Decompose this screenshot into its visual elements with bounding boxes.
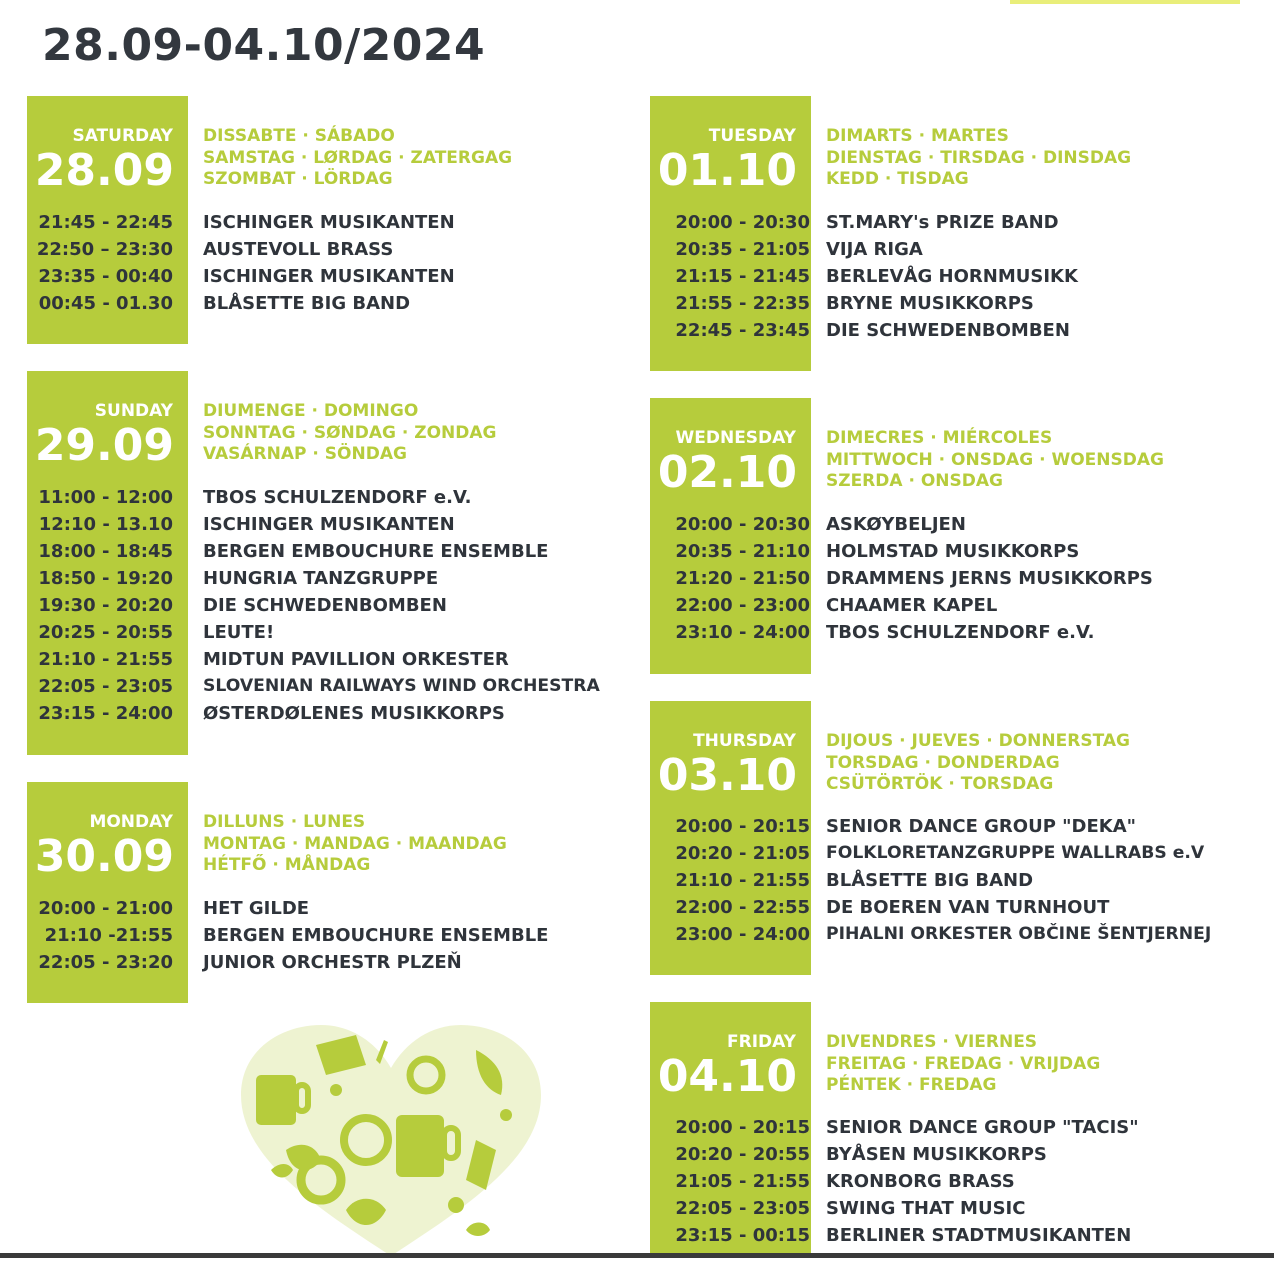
schedule-row bbox=[27, 700, 667, 727]
schedule-row bbox=[650, 619, 1270, 646]
slot-act: ASKØYBELJEN bbox=[826, 514, 966, 535]
slot-time: 23:10 - 24:00 bbox=[675, 622, 810, 643]
schedule-row bbox=[650, 236, 1270, 263]
schedule-row bbox=[650, 592, 1270, 619]
day-date: 30.09 bbox=[34, 831, 174, 882]
translation-line: PÉNTEK · FREDAG bbox=[826, 1075, 997, 1095]
schedule-row bbox=[650, 1114, 1270, 1141]
slot-time: 23:35 - 00:40 bbox=[38, 266, 173, 287]
slot-act: MIDTUN PAVILLION ORKESTER bbox=[203, 649, 509, 670]
slot-time: 20:00 - 20:30 bbox=[675, 514, 810, 535]
slot-time: 18:50 - 19:20 bbox=[38, 568, 173, 589]
schedule-row bbox=[27, 592, 667, 619]
schedule-row bbox=[650, 1168, 1270, 1195]
schedule-row bbox=[27, 673, 667, 700]
slot-act: HOLMSTAD MUSIKKORPS bbox=[826, 541, 1080, 562]
slot-time: 20:25 - 20:55 bbox=[38, 622, 173, 643]
schedule-row bbox=[650, 921, 1270, 948]
schedule-row bbox=[27, 538, 667, 565]
translation-line: DIUMENGE · DOMINGO bbox=[203, 401, 419, 421]
slot-act: HET GILDE bbox=[203, 898, 310, 919]
schedule-row bbox=[27, 236, 667, 263]
day-translations bbox=[203, 401, 497, 466]
slot-act: SWING THAT MUSIC bbox=[826, 1198, 1026, 1219]
slot-act: ISCHINGER MUSIKANTEN bbox=[203, 266, 455, 287]
slot-time: 21:10 - 21:55 bbox=[38, 649, 173, 670]
translation-line: MITTWOCH · ONSDAG · WOENSDAG bbox=[826, 449, 1164, 470]
page-title: 28.09-04.10/2024 bbox=[42, 20, 486, 71]
schedule-row bbox=[650, 565, 1270, 592]
slot-act: CHAAMER KAPEL bbox=[826, 595, 998, 616]
slot-time: 20:00 - 20:15 bbox=[675, 816, 810, 837]
schedule-row bbox=[650, 813, 1270, 840]
slot-act: TBOS SCHULZENDORF e.V. bbox=[203, 487, 472, 508]
slot-time: 20:35 - 21:05 bbox=[675, 239, 810, 260]
schedule-row bbox=[650, 317, 1270, 344]
translation-line: DISSABTE · SÁBADO bbox=[203, 126, 395, 146]
schedule-row bbox=[650, 840, 1270, 867]
slot-act: ISCHINGER MUSIKANTEN bbox=[203, 514, 455, 535]
day-date: 03.10 bbox=[657, 750, 797, 801]
day-date: 04.10 bbox=[657, 1051, 797, 1102]
slot-time: 20:35 - 21:10 bbox=[675, 541, 810, 562]
translation-line: SZERDA · ONSDAG bbox=[826, 471, 1003, 491]
schedule-row bbox=[27, 209, 667, 236]
translation-line: SONNTAG · SØNDAG · ZONDAG bbox=[203, 422, 497, 443]
translation-line: DILLUNS · LUNES bbox=[203, 812, 366, 832]
slot-act: SLOVENIAN RAILWAYS WIND ORCHESTRA bbox=[203, 676, 600, 696]
translation-line: MONTAG · MANDAG · MAANDAG bbox=[203, 833, 507, 854]
translation-line: DIMARTS · MARTES bbox=[826, 126, 1009, 146]
schedule-row bbox=[650, 538, 1270, 565]
slot-time: 21:05 - 21:55 bbox=[675, 1171, 810, 1192]
slot-time: 22:50 – 23:30 bbox=[36, 239, 173, 260]
slot-time: 22:05 - 23:20 bbox=[38, 952, 173, 973]
schedule-row bbox=[650, 263, 1270, 290]
schedule-row bbox=[650, 867, 1270, 894]
translation-line: DIJOUS · JUEVES · DONNERSTAG bbox=[826, 731, 1130, 751]
day-name: FRIDAY bbox=[727, 1032, 796, 1052]
slot-time: 21:20 - 21:50 bbox=[675, 568, 810, 589]
slot-time: 20:20 - 21:05 bbox=[675, 843, 810, 864]
slot-time: 20:00 - 20:30 bbox=[675, 212, 810, 233]
day-name: THURSDAY bbox=[693, 731, 796, 751]
slot-act: TBOS SCHULZENDORF e.V. bbox=[826, 622, 1095, 643]
slot-act: BERLEVÅG HORNMUSIKK bbox=[826, 266, 1078, 287]
slot-act: AUSTEVOLL BRASS bbox=[203, 239, 394, 260]
day-date: 02.10 bbox=[657, 447, 797, 498]
schedule-row bbox=[650, 209, 1270, 236]
slot-act: DIE SCHWEDENBOMBEN bbox=[203, 595, 447, 616]
slot-time: 19:30 - 20:20 bbox=[38, 595, 173, 616]
slot-act: ØSTERDØLENES MUSIKKORPS bbox=[203, 703, 505, 724]
translation-line: DIENSTAG · TIRSDAG · DINSDAG bbox=[826, 147, 1132, 168]
schedule-row bbox=[650, 1222, 1270, 1249]
slot-time: 21:10 - 21:55 bbox=[675, 870, 810, 891]
slot-act: BERGEN EMBOUCHURE ENSEMBLE bbox=[203, 925, 549, 946]
day-date: 01.10 bbox=[657, 145, 797, 196]
translation-line: HÉTFŐ · MÅNDAG bbox=[203, 855, 371, 875]
slot-act: DIE SCHWEDENBOMBEN bbox=[826, 320, 1070, 341]
schedule-row bbox=[27, 565, 667, 592]
translation-line: SAMSTAG · LØRDAG · ZATERGAG bbox=[203, 147, 513, 168]
slot-time: 23:15 - 00:15 bbox=[675, 1225, 810, 1246]
slot-time: 22:00 - 23:00 bbox=[675, 595, 810, 616]
schedule-row bbox=[650, 290, 1270, 317]
slot-time: 20:20 - 20:55 bbox=[675, 1144, 810, 1165]
slot-act: BERGEN EMBOUCHURE ENSEMBLE bbox=[203, 541, 549, 562]
day-translations bbox=[826, 428, 1164, 493]
schedule-row bbox=[650, 894, 1270, 921]
translation-line: CSÜTÖRTÖK · TORSDAG bbox=[826, 774, 1054, 794]
slot-act: BYÅSEN MUSIKKORPS bbox=[826, 1144, 1047, 1165]
schedule-row bbox=[27, 949, 667, 976]
schedule-row bbox=[27, 646, 667, 673]
day-name: SATURDAY bbox=[72, 126, 173, 146]
translation-line: DIMECRES · MIÉRCOLES bbox=[826, 428, 1053, 448]
day-name: MONDAY bbox=[89, 812, 173, 832]
slot-time: 22:45 - 23:45 bbox=[675, 320, 810, 341]
slot-time: 22:00 - 22:55 bbox=[675, 897, 810, 918]
slot-time: 18:00 - 18:45 bbox=[38, 541, 173, 562]
slot-time: 22:05 - 23:05 bbox=[38, 676, 173, 697]
slot-act: LEUTE! bbox=[203, 622, 275, 643]
slot-time: 00:45 - 01.30 bbox=[38, 293, 173, 314]
day-name: SUNDAY bbox=[94, 401, 173, 421]
slot-act: HUNGRIA TANZGRUPPE bbox=[203, 568, 439, 589]
schedule-row bbox=[27, 922, 667, 949]
slot-act: BERLINER STADTMUSIKANTEN bbox=[826, 1225, 1132, 1246]
slot-time: 12:10 - 13.10 bbox=[38, 514, 173, 535]
slot-time: 20:00 - 20:15 bbox=[675, 1117, 810, 1138]
day-translations bbox=[203, 126, 512, 191]
day-name: TUESDAY bbox=[708, 126, 796, 146]
slot-time: 22:05 - 23:05 bbox=[675, 1198, 810, 1219]
slot-time: 21:45 - 22:45 bbox=[38, 212, 173, 233]
slot-time: 23:15 - 24:00 bbox=[38, 703, 173, 724]
slot-time: 21:10 -21:55 bbox=[44, 925, 173, 946]
slot-act: PIHALNI ORKESTER OBČINE ŠENTJERNEJ bbox=[826, 924, 1212, 944]
day-name: WEDNESDAY bbox=[675, 428, 796, 448]
slot-act: DE BOEREN VAN TURNHOUT bbox=[826, 897, 1110, 918]
translation-line: DIVENDRES · VIERNES bbox=[826, 1032, 1038, 1052]
day-translations bbox=[203, 812, 507, 877]
slot-act: DRAMMENS JERNS MUSIKKORPS bbox=[826, 568, 1153, 589]
slot-time: 11:00 - 12:00 bbox=[38, 487, 173, 508]
slot-time: 20:00 - 21:00 bbox=[38, 898, 173, 919]
translation-line: FREITAG · FREDAG · VRIJDAG bbox=[826, 1053, 1101, 1074]
slot-act: VIJA RIGA bbox=[826, 239, 923, 260]
schedule-row bbox=[27, 511, 667, 538]
slot-act: ISCHINGER MUSIKANTEN bbox=[203, 212, 455, 233]
translation-line: VASÁRNAP · SÖNDAG bbox=[203, 444, 407, 464]
slot-time: 23:00 - 24:00 bbox=[675, 924, 810, 945]
slot-act: SENIOR DANCE GROUP "TACIS" bbox=[826, 1117, 1139, 1138]
schedule-row bbox=[27, 263, 667, 290]
schedule-row bbox=[650, 1195, 1270, 1222]
schedule-row bbox=[27, 895, 667, 922]
slot-act: JUNIOR ORCHESTR PLZEŇ bbox=[203, 952, 462, 973]
slot-act: BLÅSETTE BIG BAND bbox=[203, 293, 411, 314]
slot-act: SENIOR DANCE GROUP "DEKA" bbox=[826, 816, 1137, 837]
slot-act: ST.MARY's PRIZE BAND bbox=[826, 212, 1059, 233]
schedule-row bbox=[27, 484, 667, 511]
day-translations bbox=[826, 731, 1130, 796]
schedule-row bbox=[27, 619, 667, 646]
schedule-row bbox=[27, 290, 667, 317]
schedule-row bbox=[650, 1141, 1270, 1168]
bottom-edge-bar bbox=[0, 1253, 1274, 1258]
slot-act: BRYNE MUSIKKORPS bbox=[826, 293, 1034, 314]
slot-act: FOLKLORETANZGRUPPE WALLRABS e.V bbox=[826, 843, 1205, 863]
day-date: 29.09 bbox=[34, 420, 174, 471]
heart-icon bbox=[226, 1020, 556, 1258]
translation-line: KEDD · TISDAG bbox=[826, 169, 969, 189]
day-date: 28.09 bbox=[34, 145, 174, 196]
slot-act: BLÅSETTE BIG BAND bbox=[826, 870, 1034, 891]
day-translations bbox=[826, 126, 1131, 191]
slot-time: 21:15 - 21:45 bbox=[675, 266, 810, 287]
top-accent-bar bbox=[1010, 0, 1240, 4]
translation-line: TORSDAG · DONDERDAG bbox=[826, 752, 1060, 773]
heart-illustration bbox=[226, 1020, 556, 1258]
slot-act: KRONBORG BRASS bbox=[826, 1171, 1015, 1192]
schedule-row bbox=[650, 511, 1270, 538]
translation-line: SZOMBAT · LÖRDAG bbox=[203, 169, 393, 189]
day-translations bbox=[826, 1032, 1100, 1097]
slot-time: 21:55 - 22:35 bbox=[675, 293, 810, 314]
